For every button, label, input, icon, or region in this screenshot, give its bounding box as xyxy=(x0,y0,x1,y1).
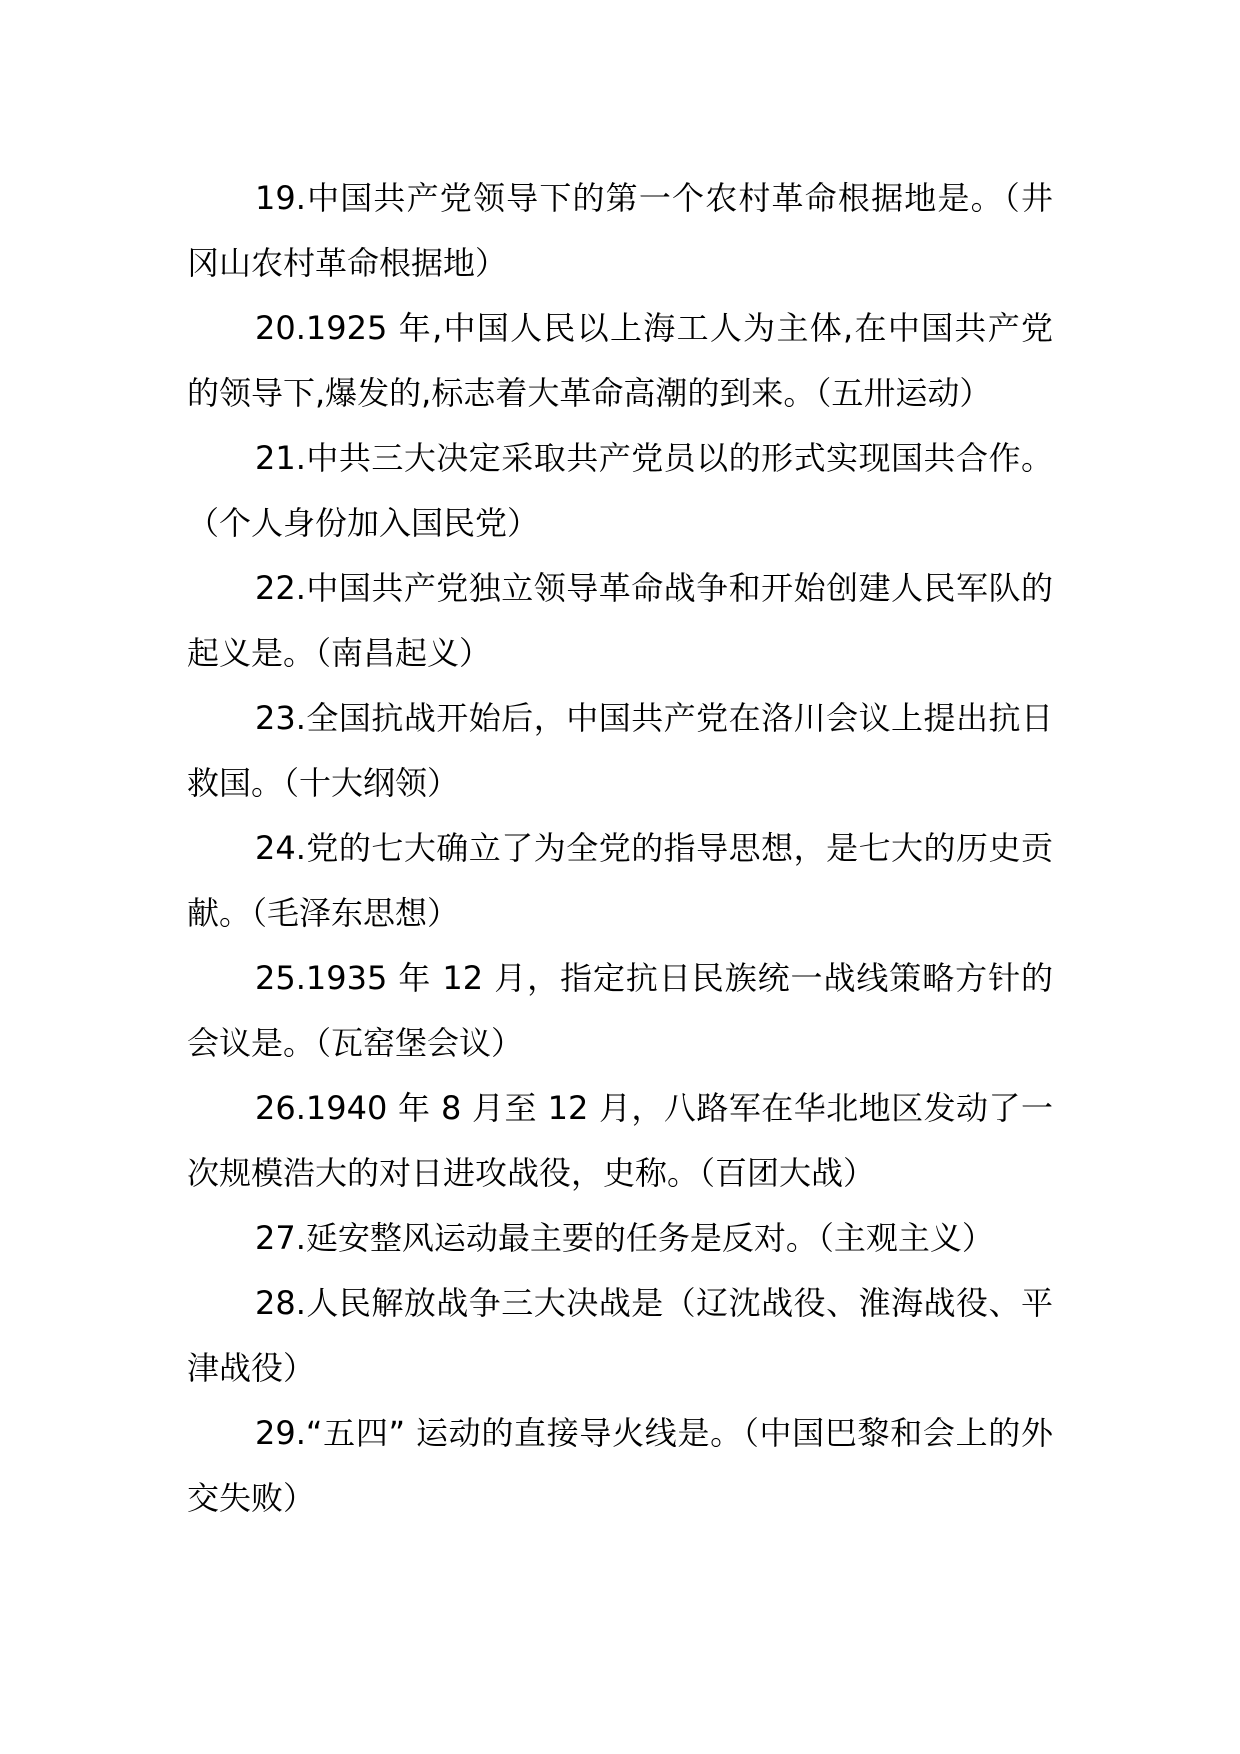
question-26: 26.1940 年 8 月至 12 月，八路军在华北地区发动了一次规模浩大的对日进攻战役，史称。（百团大战） xyxy=(187,1089,1053,1192)
question-24: 24.党的七大确立了为全党的指导思想，是七大的历史贡献。（毛泽东思想） xyxy=(187,829,1053,932)
question-22: 22.中国共产党独立领导革命战争和开始创建人民军队的起义是。（南昌起义） xyxy=(187,569,1053,672)
question-28: 28.人民解放战争三大决战是（辽沈战役、淮海战役、平津战役） xyxy=(187,1284,1053,1387)
question-29: 29.“五四” 运动的直接导火线是。（中国巴黎和会上的外交失败） xyxy=(187,1414,1053,1517)
document-body xyxy=(187,166,1053,1531)
question-23: 23.全国抗战开始后，中国共产党在洛川会议上提出抗日救国。（十大纲领） xyxy=(187,699,1053,802)
question-20: 20.1925 年,中国人民以上海工人为主体,在中国共产党的领导下,爆发的,标志着大革命高潮的到来。（五卅运动） xyxy=(187,309,1053,412)
question-27: 27.延安整风运动最主要的任务是反对。（主观主义） xyxy=(255,1219,994,1257)
question-19: 19.中国共产党领导下的第一个农村革命根据地是。（井冈山农村革命根据地） xyxy=(187,179,1053,282)
question-25: 25.1935 年 12 月，指定抗日民族统一战线策略方针的会议是。（瓦窑堡会议） xyxy=(187,959,1053,1062)
question-21: 21.中共三大决定采取共产党员以的形式实现国共合作。（个人身份加入国民党） xyxy=(187,439,1053,542)
